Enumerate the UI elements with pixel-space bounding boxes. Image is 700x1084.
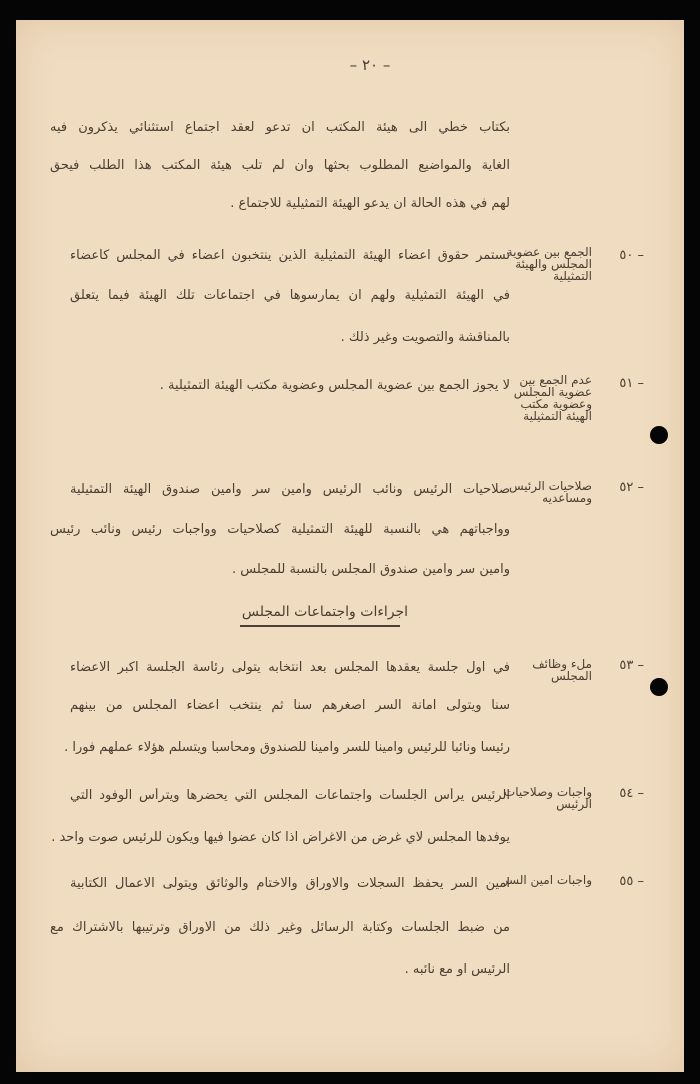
punch-hole bbox=[650, 678, 668, 696]
article-number: ٥٢ – bbox=[619, 480, 644, 495]
text-line: في اول جلسة يعقدها المجلس بعد انتخابه يتولى رئاسة الجلسة اكبر الاعضاء bbox=[70, 660, 510, 675]
article-margin-title: واجبات وصلاحيات الرئيس bbox=[503, 785, 592, 811]
article-margin-title: واجبات امين السر bbox=[502, 873, 592, 887]
article-margin-title: ملء وظائف المجلس bbox=[532, 657, 592, 683]
article-number: ٥٥ – bbox=[619, 874, 644, 889]
article-margin-title: صلاحيات الرئيس ومساعديه bbox=[508, 479, 592, 505]
punch-hole bbox=[650, 426, 668, 444]
text-line: وواجباتهم هي بالنسبة للهيئة التمثيلية كصلاحيات وواجبات رئيس ونائب رئيس bbox=[50, 522, 510, 537]
text-line: امين السر يحفظ السجلات والاوراق والاختام والوثائق ويتولى الاعمال الكتابية bbox=[70, 876, 510, 891]
article-number: ٥١ – bbox=[619, 376, 644, 391]
text-line: من ضبط الجلسات وكتابة الرسائل وغير ذلك من الاوراق وترتيبها بالاشتراك مع bbox=[50, 920, 510, 935]
text-line: الرئيس يرأس الجلسات واجتماعات المجلس التي يحضرها ويترأس الوفود التي bbox=[70, 788, 510, 803]
text-line: رئيسا ونائبا للرئيس وامينا للسر وامينا للصندوق ومحاسبا ويتسلم هؤلاء عملهم فورا . bbox=[64, 740, 510, 755]
heading-underline bbox=[240, 625, 400, 627]
document-page bbox=[16, 20, 684, 1072]
text-line: في الهيئة التمثيلية ولهم ان يمارسوها في اجتماعات تلك الهيئة فيما يتعلق bbox=[70, 288, 510, 303]
article-number: ٥٤ – bbox=[619, 786, 644, 801]
article-margin-title: الجمع بين عضوية المجلس والهيئة التمثيلية bbox=[506, 245, 592, 283]
section-heading: اجراءات واجتماعات المجلس bbox=[241, 604, 409, 620]
text-line: صلاحيات الرئيس ونائب الرئيس وامين سر وامين صندوق الهيئة التمثيلية bbox=[70, 482, 510, 497]
text-line: الغاية والمواضيع المطلوب بحثها وان لم تلب هيئة المكتب هذا الطلب فيحق bbox=[50, 158, 510, 173]
text-line: بالمناقشة والتصويت وغير ذلك . bbox=[340, 330, 510, 345]
text-line: الرئيس او مع نائبه . bbox=[404, 962, 510, 977]
article-number: ٥٠ – bbox=[619, 248, 644, 263]
text-line: لا يجوز الجمع بين عضوية المجلس وعضوية مكتب الهيئة التمثيلية . bbox=[159, 378, 510, 393]
text-line: وامين سر وامين صندوق المجلس بالنسبة للمجلس . bbox=[232, 562, 510, 577]
text-line: سنا ويتولى امانة السر اصغرهم سنا ثم ينتخب اعضاء المجلس من بينهم bbox=[70, 698, 510, 713]
article-margin-title: عدم الجمع بين عضوية المجلس وعضوية مكتب الهيئة التمثيلية bbox=[513, 373, 592, 423]
text-line: لهم في هذه الحالة ان يدعو الهيئة التمثيلية للاجتماع . bbox=[230, 196, 510, 211]
text-line: تستمر حقوق اعضاء الهيئة التمثيلية الذين ينتخبون اعضاء في المجلس كأعضاء bbox=[70, 248, 510, 263]
article-number: ٥٣ – bbox=[619, 658, 644, 673]
page-number: – ٢٠ – bbox=[349, 56, 391, 74]
text-line: يوفدها المجلس لاي غرض من الاغراض اذا كان عضوا فيها ويكون للرئيس صوت واحد . bbox=[51, 830, 510, 845]
text-line: بكتاب خطي الى هيئة المكتب ان تدعو لعقد اجتماع استثنائي يذكرون فيه bbox=[50, 120, 510, 135]
